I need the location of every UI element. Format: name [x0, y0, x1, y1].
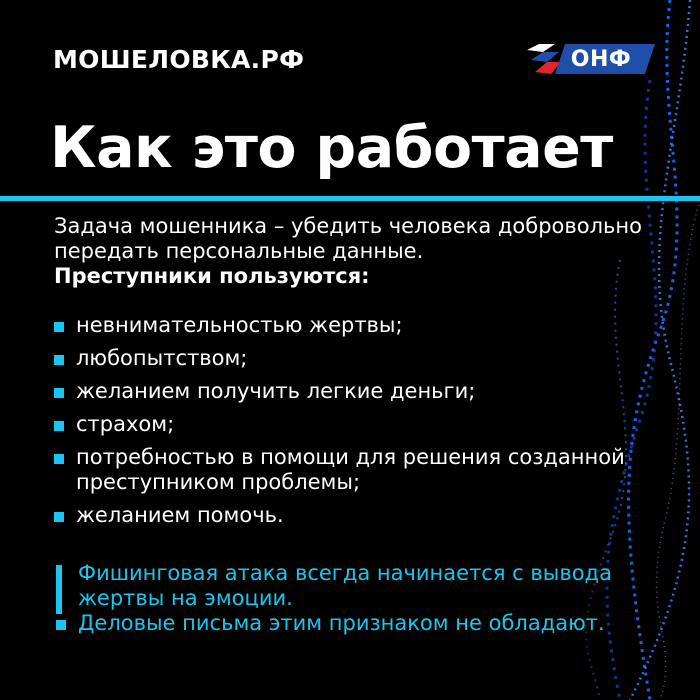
page-title: Как это работает: [50, 115, 613, 181]
note-paragraph-2: Деловые письма этим признаком не обладают.: [78, 611, 605, 635]
intro-text: [54, 214, 694, 289]
square-bullet-icon: [54, 322, 64, 332]
site-name: МОШЕЛОВКА.РФ: [53, 45, 305, 74]
square-bullet-icon: [54, 454, 64, 464]
note-paragraph-1: Фишинговая атака всегда начинается с вывода жертвы на эмоции.: [78, 561, 612, 610]
intro-lead: Задача мошенника – убедить человека добровольно передать персональные данные.: [54, 214, 642, 263]
list-item: [52, 379, 672, 404]
intro-heading: Преступники пользуются:: [54, 264, 370, 288]
list-item: [52, 346, 672, 371]
list-item-text: страхом;: [76, 412, 175, 436]
square-bullet-icon: [54, 355, 64, 365]
square-bullet-icon: [56, 620, 66, 630]
divider: [0, 196, 700, 201]
square-bullet-icon: [54, 421, 64, 431]
square-bullet-icon: [54, 388, 64, 398]
list-item: [52, 313, 672, 338]
list-item-text: желанием помочь.: [76, 503, 284, 527]
list-item-text: потребностью в помощи для решения созданной преступником проблемы;: [76, 445, 625, 494]
list-item-text: любопытством;: [76, 346, 248, 370]
square-bullet-icon: [54, 512, 64, 522]
list-item: [52, 412, 672, 437]
list-item-text: невнимательностью жертвы;: [76, 313, 403, 337]
list-item-text: желанием получить легкие деньги;: [76, 379, 476, 403]
logo-text: ОНФ: [570, 46, 632, 72]
tactics-list: [52, 313, 672, 536]
phishing-note: [54, 561, 614, 636]
list-item: [52, 503, 672, 528]
note-paragraph-2-wrap: [54, 611, 614, 636]
list-item: [52, 445, 672, 495]
